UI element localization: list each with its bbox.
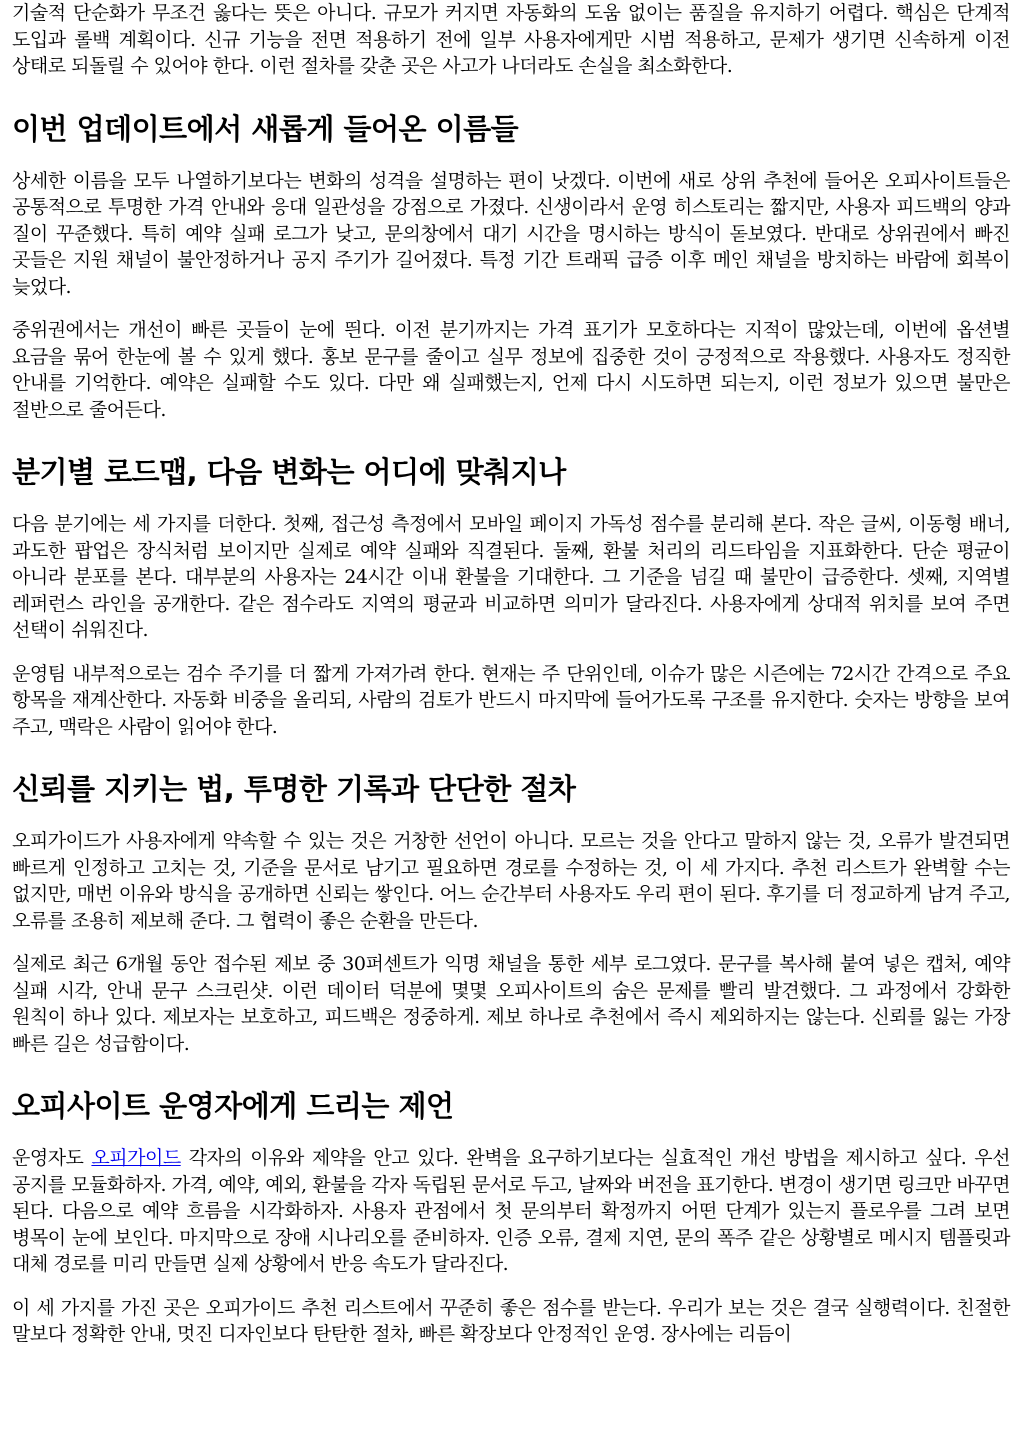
section-heading-trust: 신뢰를 지키는 법, 투명한 기록과 단단한 절차 xyxy=(12,772,576,806)
new-names-paragraph-2: 중위권에서는 개선이 빠른 곳들이 눈에 띈다. 이전 분기까지는 가격 표기가 모호하다는 지적이 많았는데, 이번에 옵션별 요금을 묶어 한눈에 볼 수 있게 했다. 홍보 문구를 줄이고 실무 정보에 집중한 것이 긍정적으로 작용했다. 사용자도 정직한 안내를 기억한다. 예약은 실패할 수도 있다. 다만 왜 실패했는지, 언제 다시 시도하면 되는지, 이런 정보가 있으면 불만은 절반으로 줄어든다. xyxy=(12,319,1010,421)
section-heading-roadmap: 분기별 로드맵, 다음 변화는 어디에 맞춰지나 xyxy=(12,455,566,489)
new-names-paragraph-1: 상세한 이름을 모두 나열하기보다는 변화의 성격을 설명하는 편이 낫겠다. 이번에 새로 상위 추천에 들어온 오피사이트들은 공통적으로 투명한 가격 안내와 응대 일관성을 강점으로 가졌다. 신생이라서 운영 히스토리는 짧지만, 사용자 피드백의 양과 질이 꾸준했다. 특히 예약 실패 로그가 낮고, 문의창에서 대기 시간을 명시하는 방식이 돋보였다. 반대로 상위권에서 빠진 곳들은 지원 채널이 불안정하거나 공지 주기가 길어졌다. 특정 기간 트래픽 급증 이후 메인 채널을 방치하는 바람에 회복이 늦었다. xyxy=(12,169,1010,298)
operator-advice-paragraph-2: 이 세 가지를 가진 곳은 오피가이드 추천 리스트에서 꾸준히 좋은 점수를 받는다. 우리가 보는 것은 결국 실행력이다. 친절한 말보다 정확한 안내, 멋진 디자인보다 탄탄한 절차, 빠른 확장보다 안정적인 운영. 장사에는 리듬이 xyxy=(12,1296,1010,1345)
roadmap-paragraph-2: 운영팀 내부적으로는 검수 주기를 더 짧게 가져가려 한다. 현재는 주 단위인데, 이슈가 많은 시즌에는 72시간 간격으로 주요 항목을 재계산한다. 자동화 비중을 올리되, 사람의 검토가 반드시 마지막에 들어가도록 구조를 유지한다. 숫자는 방향을 보여 주고, 맥락은 사람이 읽어야 한다. xyxy=(12,662,1010,738)
article-page xyxy=(12,0,1010,1348)
operator-advice-paragraph-1 xyxy=(12,1145,1010,1278)
operator-advice-text-after-link: 각자의 이유와 제약을 안고 있다. 완벽을 요구하기보다는 실효적인 개선 방법을 제시하고 싶다. 우선 공지를 모듈화하자. 가격, 예약, 예외, 환불을 각자 독립된 문서로 두고, 날짜와 버전을 표기한다. 변경이 생기면 링크만 바꾸면 된다. 다음으로 예약 흐름을 시각화하자. 사용자 관점에서 첫 문의부터 확정까지 어떤 단계가 있는지 플로우를 그려 보면 병목이 눈에 보인다. 마지막으로 장애 시나리오를 준비하자. 인증 오류, 결제 지연, 문의 폭주 같은 상황별로 메시지 템플릿과 대체 경로를 미리 만들면 실제 상황에서 반응 속도가 달라진다. xyxy=(12,1147,1010,1275)
opguide-link[interactable]: 오피가이드 xyxy=(91,1147,181,1169)
trust-paragraph-2: 실제로 최근 6개월 동안 접수된 제보 중 30퍼센트가 익명 채널을 통한 세부 로그였다. 문구를 복사해 붙여 넣은 캡처, 예약 실패 시각, 안내 문구 스크린샷. 이런 데이터 덕분에 몇몇 오피사이트의 숨은 문제를 빨리 발견했다. 그 과정에서 강화한 원칙이 하나 있다. 제보자는 보호하고, 피드백은 정중하게. 제보 하나로 추천에서 즉시 제외하지는 않는다. 신뢰를 잃는 가장 빠른 길은 성급함이다. xyxy=(12,953,1010,1055)
trust-paragraph-1: 오피가이드가 사용자에게 약속할 수 있는 것은 거창한 선언이 아니다. 모르는 것을 안다고 말하지 않는 것, 오류가 발견되면 빠르게 인정하고 고치는 것, 기준을 문서로 남기고 필요하면 경로를 수정하는 것, 이 세 가지다. 추천 리스트가 완벽할 수는 없지만, 매번 이유와 방식을 공개하면 신뢰는 쌓인다. 어느 순간부터 사용자도 우리 편이 된다. 후기를 더 정교하게 남겨 주고, 오류를 조용히 제보해 준다. 그 협력이 좋은 순환을 만든다. xyxy=(12,830,1010,932)
operator-advice-text-before-link: 운영자도 xyxy=(12,1147,92,1169)
section-heading-new-names: 이번 업데이트에서 새롭게 들어온 이름들 xyxy=(12,111,519,146)
section-heading-operator-advice: 오피사이트 운영자에게 드리는 제언 xyxy=(12,1089,454,1123)
roadmap-paragraph-1: 다음 분기에는 세 가지를 더한다. 첫째, 접근성 측정에서 모바일 페이지 가독성 점수를 분리해 본다. 작은 글씨, 이동형 배너, 과도한 팝업은 장식처럼 보이지만 실제로 예약 실패와 직결된다. 둘째, 환불 처리의 리드타임을 지표화한다. 단순 평균이 아니라 분포를 본다. 대부분의 사용자는 24시간 이내 환불을 기대한다. 그 기준을 넘길 때 불만이 급증한다. 셋째, 지역별 레퍼런스 라인을 공개한다. 같은 점수라도 지역의 평균과 비교하면 의미가 달라진다. 사용자에게 상대적 위치를 보여 주면 선택이 쉬워진다. xyxy=(12,513,1010,641)
intro-paragraph: 기술적 단순화가 무조건 옳다는 뜻은 아니다. 규모가 커지면 자동화의 도움 없이는 품질을 유지하기 어렵다. 핵심은 단계적 도입과 롤백 계획이다. 신규 기능을 전면 적용하기 전에 일부 사용자에게만 시범 적용하고, 문제가 생기면 신속하게 이전 상태로 되돌릴 수 있어야 한다. 이런 절차를 갖춘 곳은 사고가 나더라도 손실을 최소화한다. xyxy=(12,2,1010,77)
